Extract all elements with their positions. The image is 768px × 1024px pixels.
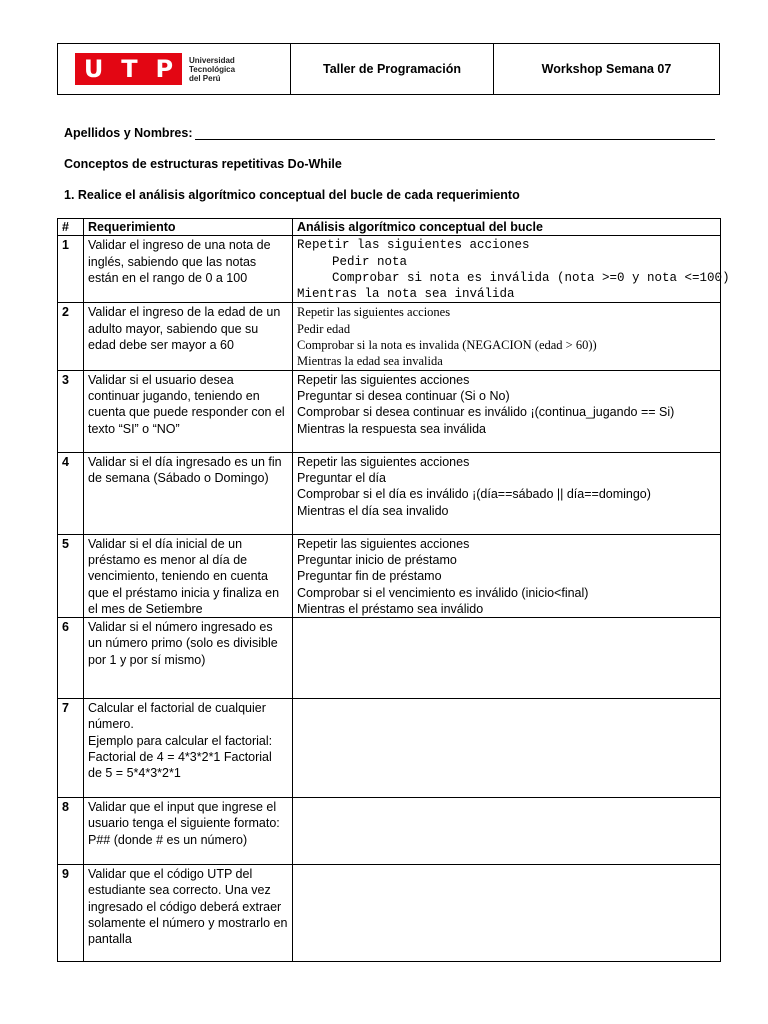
table-row	[58, 303, 721, 370]
analysis-line: Preguntar fin de préstamo	[297, 569, 442, 584]
row-requirement: Validar si el día ingresado es un fin de semana (Sábado o Domingo)	[84, 452, 293, 534]
row-requirement: Validar si el día inicial de un préstamo es menor al día de vencimiento, teniendo en cuenta que el préstamo inicia y finaliza en el mes de Setiembre	[84, 534, 293, 617]
question-heading: 1. Realice el análisis algorítmico conceptual del bucle de cada requerimiento	[64, 188, 520, 202]
logo-letter-u: U	[83, 55, 104, 83]
analysis-line: Repetir las siguientes acciones	[297, 536, 470, 551]
row-number: 5	[58, 534, 84, 617]
header-number: #	[58, 219, 84, 236]
header-requirement: Requerimiento	[84, 219, 293, 236]
row-requirement: Validar el ingreso de una nota de inglés, sabiendo que las notas están en el rango de 0 a 100	[84, 236, 293, 303]
requirement-line: Ejemplo para calcular el factorial: Factorial de 4 = 4*3*2*1 Factorial de 5 = 5*4*3*2*1	[88, 733, 273, 781]
logo-letter-t: T	[121, 55, 138, 83]
university-name	[189, 56, 235, 83]
row-analysis	[293, 534, 721, 617]
analysis-line: Preguntar inicio de préstamo	[297, 552, 457, 567]
row-requirement: Validar que el código UTP del estudiante sea correcto. Una vez ingresado el código deberá extraer solamente el número y mostrarlo en pantalla	[84, 865, 293, 962]
row-requirement: Validar que el input que ingrese el usuario tenga el siguiente formato: P## (donde # es un número)	[84, 798, 293, 865]
row-number: 9	[58, 865, 84, 962]
table-row	[58, 236, 721, 303]
concepts-heading: Conceptos de estructuras repetitivas Do-While	[64, 157, 342, 171]
header-analysis: Análisis algorítmico conceptual del bucle	[293, 219, 721, 236]
analysis-line: Comprobar si nota es inválida (nota >=0 y nota <=100)	[332, 270, 730, 285]
logo-cell	[58, 44, 291, 94]
analysis-line: Repetir las siguientes acciones	[297, 454, 470, 469]
row-analysis-empty[interactable]	[293, 798, 721, 865]
analysis-line: Repetir las siguientes acciones	[297, 372, 470, 387]
logo-letter-p: P	[155, 55, 174, 83]
names-label: Apellidos y Nombres:	[64, 126, 193, 140]
analysis-line: Repetir las siguientes acciones	[297, 238, 530, 253]
analysis-line: Pedir edad	[297, 321, 351, 336]
names-blank-line[interactable]	[195, 127, 715, 140]
analysis-line: Comprobar si el día es inválido ¡(día==sábado || día==domingo)	[297, 487, 651, 502]
analysis-line: Mientras la nota sea inválida	[297, 287, 515, 302]
row-analysis	[293, 452, 721, 534]
row-requirement	[84, 699, 293, 798]
row-number: 1	[58, 236, 84, 303]
table-header-row	[58, 219, 721, 236]
row-analysis-empty[interactable]	[293, 865, 721, 962]
document-header	[57, 43, 720, 95]
analysis-line: Preguntar el día	[297, 470, 386, 485]
table-row	[58, 534, 721, 617]
row-requirement: Validar si el número ingresado es un número primo (solo es divisible por 1 y por sí mismo)	[84, 618, 293, 699]
university-line: del Perú	[189, 73, 221, 83]
names-field	[64, 126, 715, 140]
row-analysis-empty[interactable]	[293, 699, 721, 798]
row-number: 8	[58, 798, 84, 865]
analysis-line: Mientras el día sea invalido	[297, 503, 449, 518]
table-row	[58, 452, 721, 534]
table-row	[58, 699, 721, 798]
university-line: Universidad	[189, 55, 235, 65]
row-number: 4	[58, 452, 84, 534]
row-analysis	[293, 303, 721, 370]
analysis-line: Comprobar si desea continuar es inválido ¡(continua_jugando == Si)	[297, 405, 675, 420]
analysis-line: Mientras el préstamo sea inválido	[297, 601, 484, 616]
table-row	[58, 370, 721, 452]
university-line: Tecnológica	[189, 64, 236, 74]
table-row	[58, 865, 721, 962]
analysis-line: Comprobar si la nota es invalida (NEGACION (edad > 60))	[297, 338, 597, 353]
analysis-line: Mientras la respuesta sea inválida	[297, 421, 486, 436]
course-title: Taller de Programación	[291, 44, 494, 94]
requirement-line: Calcular el factorial de cualquier número.	[88, 701, 266, 732]
row-requirement: Validar si el usuario desea continuar jugando, teniendo en cuenta que puede responder con el texto “SI” o “NO”	[84, 370, 293, 452]
analysis-line: Pedir nota	[332, 254, 408, 269]
row-number: 2	[58, 303, 84, 370]
utp-logo	[75, 53, 235, 85]
table-row	[58, 618, 721, 699]
analysis-line: Mientras la edad sea invalida	[297, 354, 443, 369]
row-analysis	[293, 370, 721, 452]
analysis-line: Preguntar si desea continuar (Si o No)	[297, 388, 510, 403]
table-row	[58, 798, 721, 865]
utp-logo-mark	[75, 53, 182, 85]
row-analysis-empty[interactable]	[293, 618, 721, 699]
workshop-title: Workshop Semana 07	[541, 62, 672, 76]
row-number: 6	[58, 618, 84, 699]
row-analysis	[293, 236, 730, 303]
analysis-line: Comprobar si el vencimiento es inválido (inicio<final)	[297, 585, 589, 600]
row-number: 3	[58, 370, 84, 452]
requirements-table	[57, 218, 730, 962]
row-requirement: Validar el ingreso de la edad de un adulto mayor, sabiendo que su edad debe ser mayor a 60	[84, 303, 293, 370]
row-number: 7	[58, 699, 84, 798]
analysis-line: Repetir las siguientes acciones	[297, 305, 451, 320]
